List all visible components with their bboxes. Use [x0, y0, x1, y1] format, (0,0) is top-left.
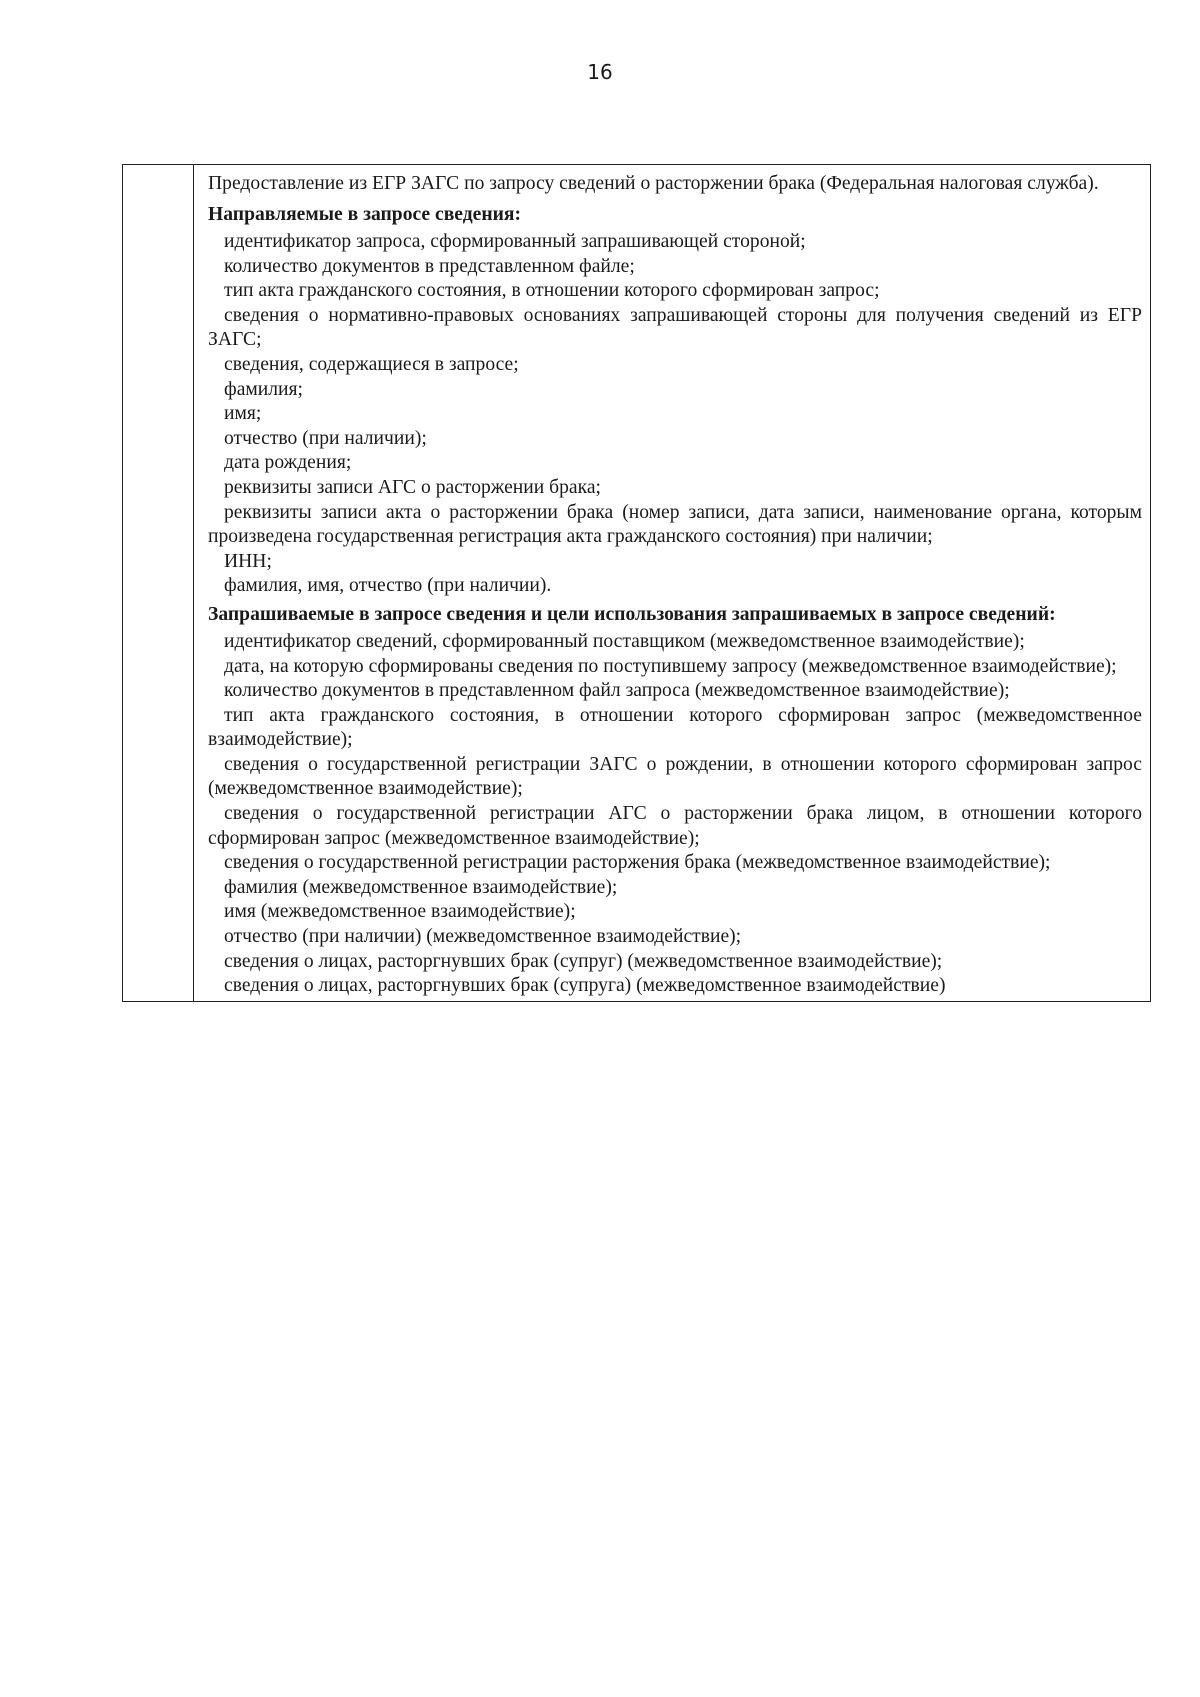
list-item: реквизиты записи АГС о расторжении брака; [224, 476, 601, 498]
list-item: отчество (при наличии); [224, 427, 427, 449]
list-item: сведения о лицах, расторгнувших брак (супруга) (межведомственное взаимодействие) [224, 975, 946, 997]
list-item: сведения о государственной регистрации расторжения брака (межведомственное взаимодействие); [224, 852, 1051, 874]
list-item: фамилия (межведомственное взаимодействие); [224, 876, 618, 898]
list-item: тип акта гражданского состояния, в отношении которого сформирован запрос; [224, 280, 880, 302]
table-left-cell [123, 165, 194, 1001]
sent-data-list [208, 230, 1142, 599]
list-item: фамилия; [224, 378, 303, 400]
document-table [122, 164, 1151, 1002]
list-item: количество документов в представленном файле; [224, 255, 635, 277]
list-item: сведения о государственной регистрации ЗАГС о рождении, в отношении которого сформирован запрос (межведомственное взаимодействие); [208, 753, 1142, 800]
list-item: реквизиты записи акта о расторжении брака (номер записи, дата записи, наименование органа, которым произведена государственная регистрация акта гражданского состояния) при наличии; [208, 501, 1142, 548]
intro-paragraph: Предоставление из ЕГР ЗАГС по запросу сведений о расторжении брака (Федеральная налоговая служба). [208, 173, 1099, 194]
list-item: идентификатор запроса, сформированный запрашивающей стороной; [224, 231, 806, 252]
list-item: сведения о государственной регистрации АГС о расторжении брака лицом, в отношении которого сформирован запрос (межведомственное взаимодействие); [208, 803, 1142, 849]
requested-data-heading: Запрашиваемые в запросе сведения и цели использования запрашиваемых в запросе сведений: [208, 603, 1056, 625]
list-item: тип акта гражданского состояния, в отношении которого сформирован запрос (межведомственное взаимодействие); [208, 704, 1142, 751]
sent-data-heading: Направляемые в запросе сведения: [208, 204, 522, 225]
list-item: идентификатор сведений, сформированный поставщиком (межведомственное взаимодействие); [224, 630, 1025, 652]
list-item: дата, на которую сформированы сведения по поступившему запросу (межведомственное взаимодействие); [224, 655, 1117, 677]
table-content-cell [194, 165, 1150, 1001]
list-item: дата рождения; [224, 452, 352, 474]
list-item: количество документов в представленном файл запроса (межведомственное взаимодействие); [224, 680, 1010, 702]
list-item: ИНН; [224, 550, 272, 572]
list-item: имя (межведомственное взаимодействие); [224, 901, 576, 923]
list-item: сведения о лицах, расторгнувших брак (супруг) (межведомственное взаимодействие); [224, 950, 943, 972]
requested-data-list [208, 630, 1142, 999]
list-item: отчество (при наличии) (межведомственное взаимодействие); [224, 926, 742, 948]
list-item: сведения о нормативно-правовых основаниях запрашивающей стороны для получения сведений из ЕГР ЗАГС; [208, 304, 1142, 351]
list-item: имя; [224, 403, 262, 425]
list-item: фамилия, имя, отчество (при наличии). [224, 575, 552, 597]
page-number: 16 [587, 60, 613, 84]
list-item: сведения, содержащиеся в запросе; [224, 353, 519, 375]
